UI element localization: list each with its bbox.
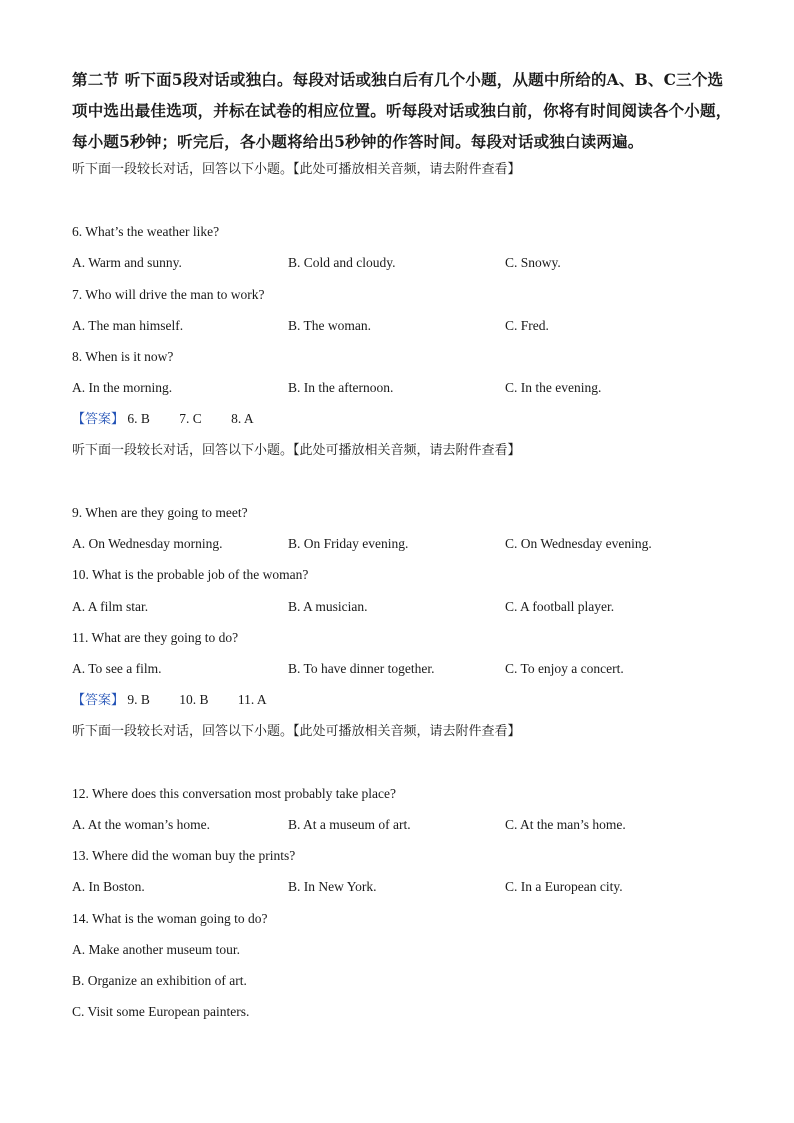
option-13-a: A. In Boston. <box>72 879 145 894</box>
option-10-b: B. A musician. <box>288 599 368 614</box>
option-7-c: C. Fred. <box>505 318 549 333</box>
option-9-c: C. On Wednesday evening. <box>505 536 652 551</box>
option-9-b: B. On Friday evening. <box>288 536 409 551</box>
question-6: 6. What’s the weather like? <box>72 224 220 239</box>
option-6-b: B. Cold and cloudy. <box>288 255 396 270</box>
answer-9: 9. B <box>127 692 150 707</box>
question-9: 9. When are they going to meet? <box>72 505 248 520</box>
answer-tag: 【答案】 <box>72 412 125 427</box>
option-13-b: B. In New York. <box>288 879 377 894</box>
option-7-a: A. The man himself. <box>72 318 184 333</box>
answer-6: 6. B <box>127 411 150 426</box>
listen-instruction-3: 听下面一段较长对话，回答以下小题。【此处可播放相关音频，请去附件查看】 <box>72 724 521 739</box>
listen-instruction-1: 听下面一段较长对话，回答以下小题。【此处可播放相关音频，请去附件查看】 <box>72 162 521 177</box>
question-12: 12. Where does this conversation most probably take place? <box>72 786 397 801</box>
section-intro: 第二节 听下面5段对话或独白。每段对话或独白后有几个小题，从题中所给的A、B、C三个选项中选出最佳选项，并标在试卷的相应位置。听每段对话或独白前，你将有时间阅读各个小题，每小题5秒钟；听完后，各小题将给出5秒钟的作答时间。每段对话或独白读两遍。 <box>72 70 732 151</box>
option-11-a: A. To see a film. <box>72 661 162 676</box>
question-7: 7. Who will drive the man to work? <box>72 287 265 302</box>
question-13: 13. Where did the woman buy the prints? <box>72 848 296 863</box>
option-6-a: A. Warm and sunny. <box>72 255 182 270</box>
question-11: 11. What are they going to do? <box>72 630 239 645</box>
listen-instruction-2: 听下面一段较长对话，回答以下小题。【此处可播放相关音频，请去附件查看】 <box>72 443 521 458</box>
option-11-c: C. To enjoy a concert. <box>505 661 624 676</box>
option-12-a: A. At the woman’s home. <box>72 817 210 832</box>
answer-11: 11. A <box>237 692 267 707</box>
option-8-b: B. In the afternoon. <box>288 380 394 395</box>
option-12-c: C. At the man’s home. <box>505 817 626 832</box>
option-10-c: C. A football player. <box>505 599 615 614</box>
option-14-b: B. Organize an exhibition of art. <box>72 973 247 988</box>
option-11-b: B. To have dinner together. <box>288 661 435 676</box>
answer-line-2 <box>72 691 293 710</box>
question-10: 10. What is the probable job of the woman? <box>72 567 309 582</box>
answer-7: 7. C <box>179 411 202 426</box>
option-12-b: B. At a museum of art. <box>288 817 411 832</box>
option-8-a: A. In the morning. <box>72 380 173 395</box>
option-13-c: C. In a European city. <box>505 879 623 894</box>
option-14-a: A. Make another museum tour. <box>72 942 240 957</box>
answer-tag: 【答案】 <box>72 693 125 708</box>
option-8-c: C. In the evening. <box>505 380 602 395</box>
option-9-a: A. On Wednesday morning. <box>72 536 223 551</box>
answer-8: 8. A <box>231 411 254 426</box>
question-8: 8. When is it now? <box>72 349 174 364</box>
answer-line-1 <box>72 410 280 429</box>
answer-10: 10. B <box>179 692 209 707</box>
option-10-a: A. A film star. <box>72 599 149 614</box>
option-6-c: C. Snowy. <box>505 255 561 270</box>
option-7-b: B. The woman. <box>288 318 371 333</box>
question-14: 14. What is the woman going to do? <box>72 911 268 926</box>
option-14-c: C. Visit some European painters. <box>72 1004 250 1019</box>
